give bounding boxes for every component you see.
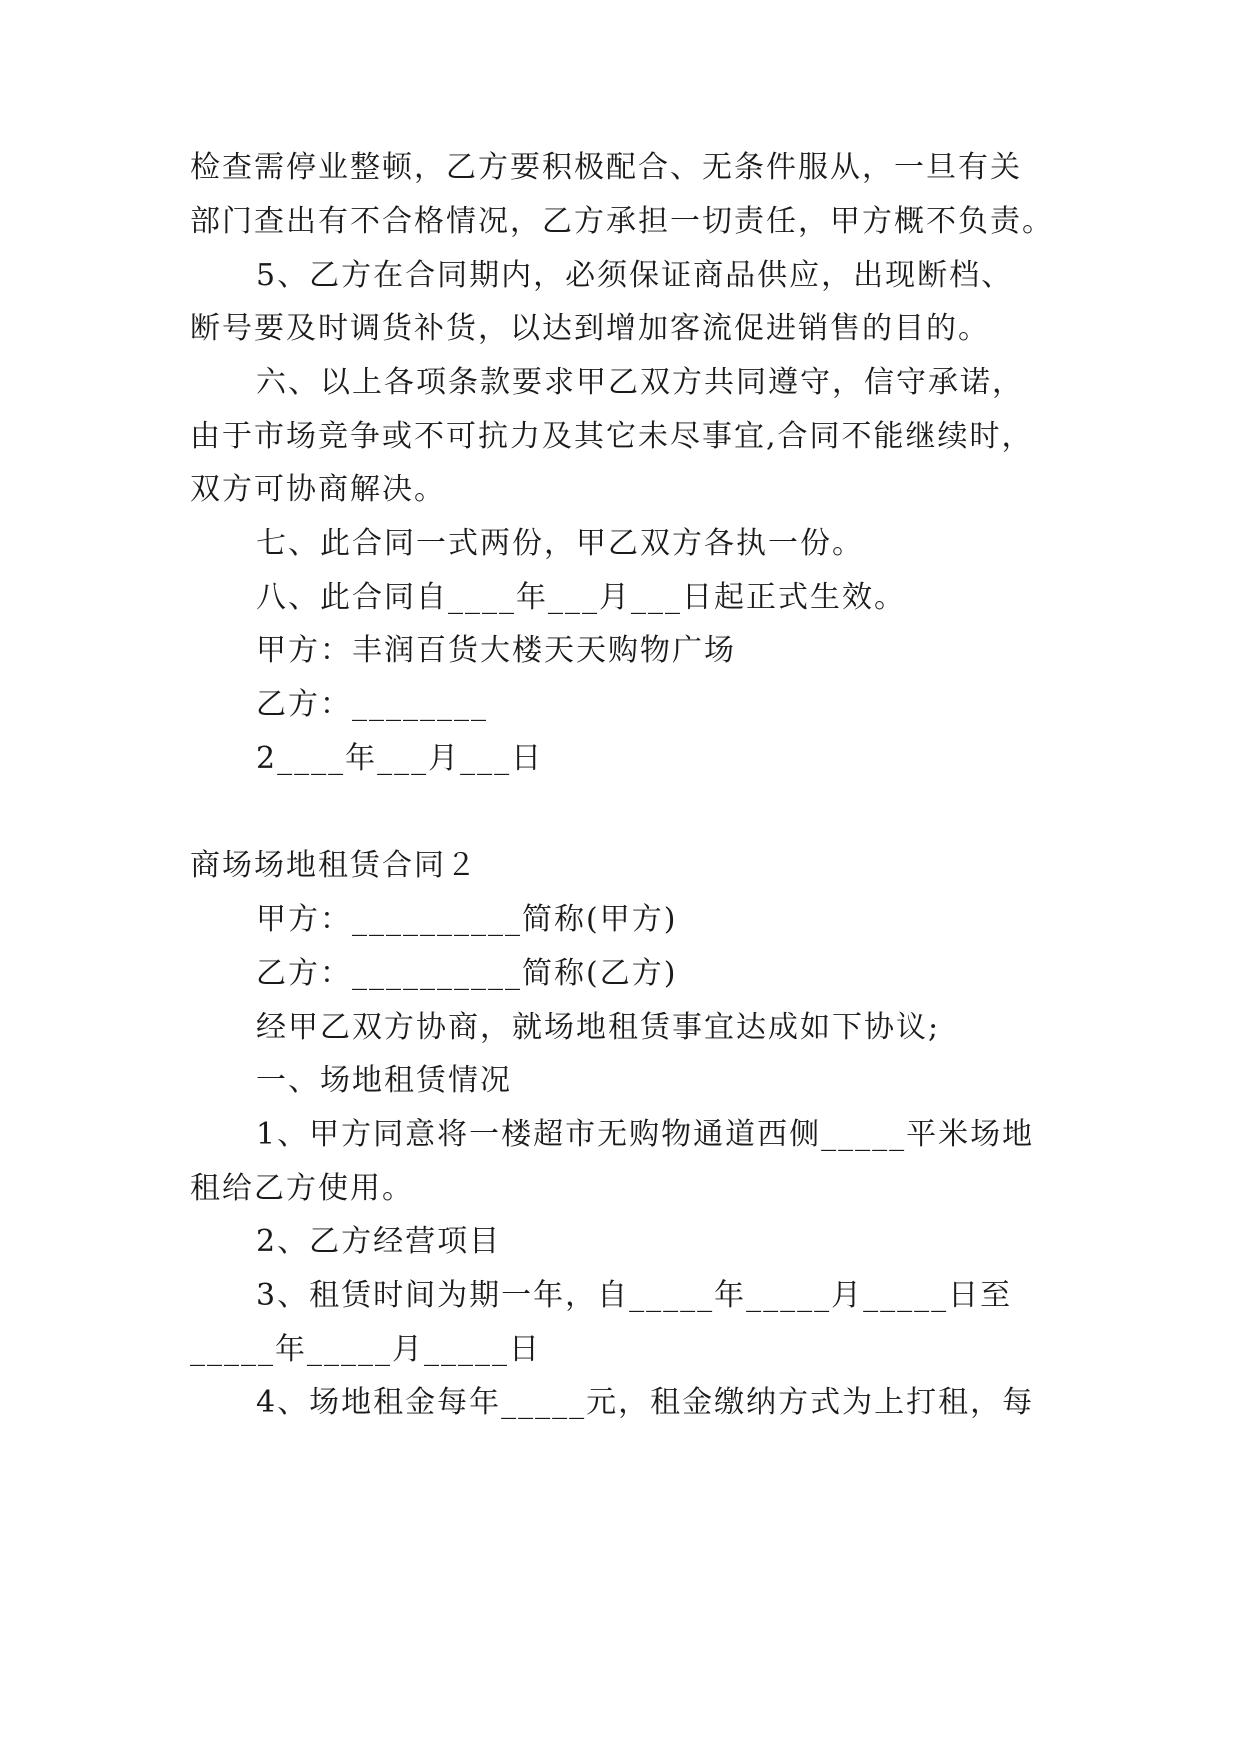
section-title: 商场场地租赁合同２ xyxy=(190,848,478,883)
text-line: 3、租赁时间为期一年，自_____年_____月_____日至 xyxy=(256,1278,1013,1313)
date-line: 2____年___月___日 xyxy=(256,741,544,776)
text-line: 租给乙方使用。 xyxy=(190,1171,414,1206)
text-line: 断号要及时调货补货，以达到增加客流促进销售的目的。 xyxy=(190,311,990,346)
text-line: 部门查出有不合格情况，乙方承担一切责任，甲方概不负责。 xyxy=(190,204,1054,239)
text-line: 检查需停业整顿，乙方要积极配合、无条件服从，一旦有关 xyxy=(190,150,1022,185)
text-line: 双方可协商解决。 xyxy=(190,472,446,507)
party-b-line: 乙方：________ xyxy=(256,687,488,722)
text-line: 经甲乙双方协商，就场地租赁事宜达成如下协议; xyxy=(256,1010,941,1045)
party-b-line: 乙方：__________简称(乙方) xyxy=(256,956,678,991)
text-line: 1、甲方同意将一楼超市无购物通道西侧_____平米场地 xyxy=(256,1117,1035,1152)
text-line: 5、乙方在合同期内，必须保证商品供应，出现断档、 xyxy=(256,258,1014,293)
text-line: 2、乙方经营项目 xyxy=(256,1224,502,1259)
party-a-line: 甲方：__________简称(甲方) xyxy=(256,902,678,937)
text-line: 七、此合同一式两份，甲乙双方各执一份。 xyxy=(256,526,864,561)
text-line: 八、此合同自____年___月___日起正式生效。 xyxy=(256,580,906,615)
text-line: 4、场地租金每年_____元，租金缴纳方式为上打租，每 xyxy=(256,1385,1035,1420)
text-line: 六、以上各项条款要求甲乙双方共同遵守，信守承诺， xyxy=(256,365,1024,400)
party-a-line: 甲方：丰润百货大楼天天购物广场 xyxy=(256,633,736,668)
text-line: _____年_____月_____日 xyxy=(190,1332,541,1367)
clause-heading: 一、场地租赁情况 xyxy=(256,1063,512,1098)
text-line: 由于市场竞争或不可抗力及其它未尽事宜,合同不能继续时， xyxy=(190,419,1034,454)
